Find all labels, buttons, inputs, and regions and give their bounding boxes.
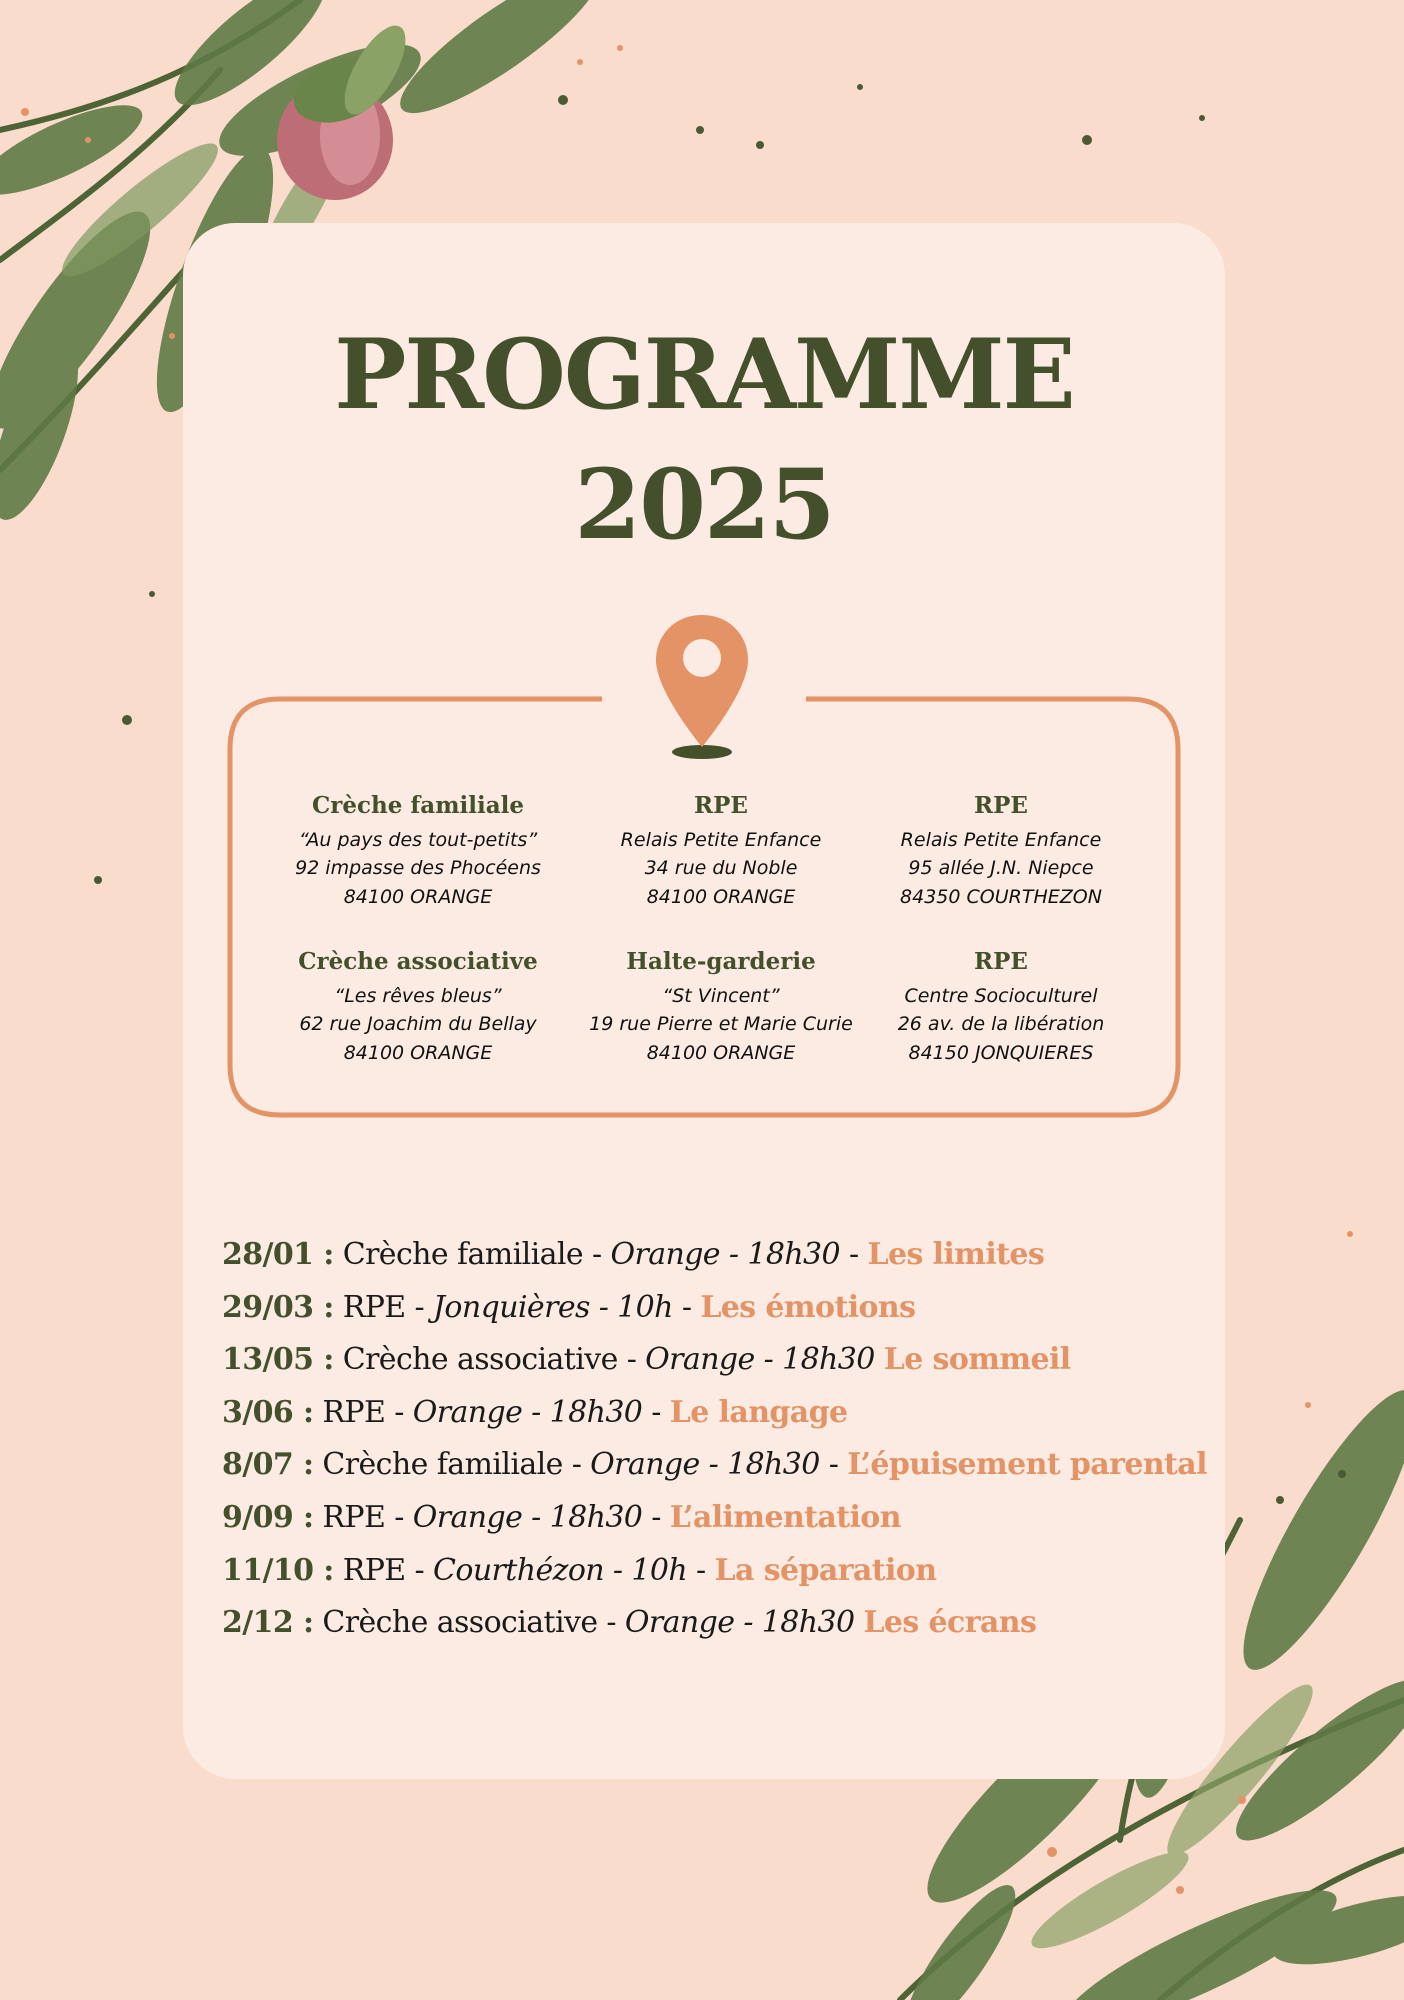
schedule-separator: - bbox=[642, 1394, 670, 1430]
schedule-place: Orange - 18h30 bbox=[412, 1394, 643, 1430]
schedule-separator: - bbox=[840, 1237, 868, 1272]
location-name: RPE bbox=[694, 792, 748, 819]
location-line: 62 rue Joachim du Bellay bbox=[299, 1013, 537, 1035]
schedule-date: 11/10 : bbox=[222, 1552, 334, 1588]
schedule-venue: RPE - bbox=[333, 1289, 433, 1325]
location-line: 84100 ORANGE bbox=[343, 885, 493, 908]
location-line: 84100 ORANGE bbox=[646, 885, 796, 908]
location-line: 34 rue du Noble bbox=[644, 857, 798, 879]
location-line: 84150 JONQUIERES bbox=[908, 1041, 1094, 1064]
location-creche-familiale bbox=[273, 792, 563, 911]
schedule-date: 13/05 : bbox=[222, 1342, 334, 1378]
location-name: Crèche familiale bbox=[311, 792, 525, 819]
schedule-list bbox=[222, 1237, 1222, 1658]
schedule-row bbox=[222, 1500, 1222, 1553]
location-line: 84100 ORANGE bbox=[646, 1041, 796, 1064]
schedule-topic: Les émotions bbox=[700, 1289, 916, 1325]
schedule-row bbox=[222, 1290, 1222, 1343]
schedule-date: 8/07 : bbox=[222, 1447, 314, 1483]
schedule-topic: Le sommeil bbox=[883, 1342, 1071, 1378]
schedule-row bbox=[222, 1447, 1222, 1500]
schedule-topic: Le langage bbox=[669, 1394, 848, 1430]
location-line: “Au pays des tout-petits” bbox=[298, 828, 538, 851]
location-line: 92 impasse des Phocéens bbox=[295, 857, 541, 879]
location-rpe-jonquieres bbox=[856, 948, 1146, 1067]
location-line: 95 allée J.N. Niepce bbox=[908, 857, 1094, 879]
schedule-topic: La séparation bbox=[714, 1552, 937, 1588]
schedule-place: Orange - 18h30 bbox=[412, 1499, 643, 1535]
location-rpe-courthezon bbox=[856, 792, 1146, 911]
location-name: Halte-garderie bbox=[626, 948, 816, 975]
schedule-place: Orange - 18h30 bbox=[645, 1342, 875, 1378]
schedule-venue: RPE - bbox=[313, 1499, 413, 1535]
location-line: Relais Petite Enfance bbox=[900, 828, 1102, 851]
schedule-date: 3/06 : bbox=[222, 1394, 314, 1430]
schedule-place: Jonquières - 10h bbox=[433, 1289, 673, 1325]
schedule-venue: Crèche associative - bbox=[333, 1342, 646, 1378]
schedule-topic: L’alimentation bbox=[669, 1499, 901, 1535]
schedule-row bbox=[222, 1605, 1222, 1658]
schedule-separator: - bbox=[642, 1499, 670, 1535]
schedule-topic: Les écrans bbox=[863, 1605, 1037, 1641]
schedule-topic: L’épuisement parental bbox=[847, 1447, 1207, 1483]
schedule-venue: RPE - bbox=[313, 1394, 413, 1430]
schedule-row bbox=[222, 1553, 1222, 1606]
location-line: 84350 COURTHEZON bbox=[900, 885, 1102, 908]
location-line: Centre Socioculturel bbox=[904, 984, 1098, 1007]
location-halte-garderie bbox=[566, 948, 876, 1067]
location-line: 26 av. de la libération bbox=[897, 1013, 1105, 1035]
location-line: “St Vincent” bbox=[662, 984, 780, 1007]
location-rpe-orange bbox=[576, 792, 866, 911]
location-name: Crèche associative bbox=[298, 948, 538, 975]
schedule-date: 29/03 : bbox=[222, 1289, 334, 1325]
schedule-separator bbox=[875, 1342, 884, 1377]
schedule-venue: Crèche familiale - bbox=[333, 1237, 611, 1272]
schedule-row bbox=[222, 1395, 1222, 1448]
schedule-place: Orange - 18h30 bbox=[624, 1605, 855, 1641]
schedule-date: 28/01 : bbox=[222, 1237, 334, 1272]
location-pin-icon bbox=[652, 612, 752, 762]
location-line: “Les rêves bleus” bbox=[334, 984, 502, 1007]
location-name: RPE bbox=[974, 792, 1028, 819]
schedule-date: 9/09 : bbox=[222, 1499, 314, 1535]
schedule-place: Courthézon - 10h bbox=[433, 1552, 688, 1588]
page-year: 2025 bbox=[574, 448, 834, 561]
schedule-separator: - bbox=[687, 1552, 715, 1588]
location-name: RPE bbox=[974, 948, 1028, 975]
schedule-venue: RPE - bbox=[333, 1552, 433, 1588]
schedule-row bbox=[222, 1237, 1222, 1290]
location-line: 19 rue Pierre et Marie Curie bbox=[589, 1013, 853, 1035]
schedule-separator: - bbox=[819, 1447, 848, 1483]
schedule-separator: - bbox=[672, 1289, 701, 1325]
location-line: Relais Petite Enfance bbox=[620, 828, 822, 851]
schedule-venue: Crèche familiale - bbox=[313, 1447, 591, 1483]
schedule-place: Orange - 18h30 bbox=[610, 1237, 841, 1272]
schedule-date: 2/12 : bbox=[222, 1605, 314, 1641]
schedule-place: Orange - 18h30 bbox=[590, 1447, 820, 1483]
location-creche-associative bbox=[273, 948, 563, 1067]
schedule-venue: Crèche associative - bbox=[313, 1605, 625, 1641]
schedule-topic: Les limites bbox=[867, 1237, 1045, 1272]
schedule-row bbox=[222, 1342, 1222, 1395]
page-title: PROGRAMME bbox=[334, 318, 1074, 431]
location-line: 84100 ORANGE bbox=[343, 1041, 493, 1064]
